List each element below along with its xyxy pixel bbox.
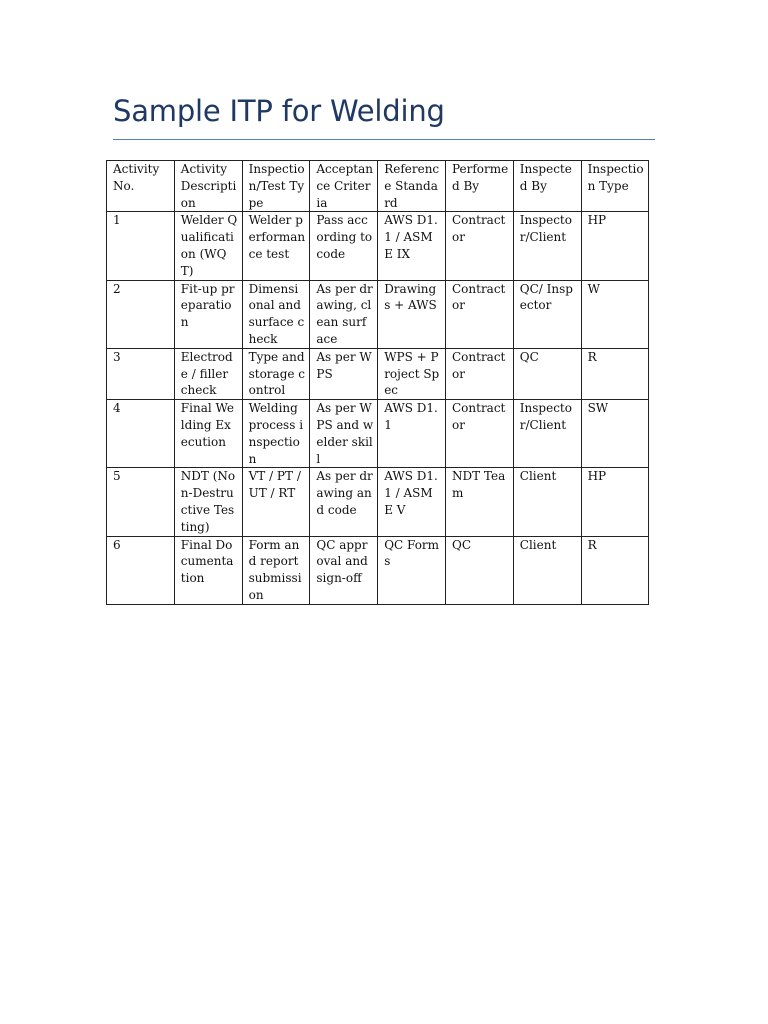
header-cell: Activity Description bbox=[174, 161, 242, 212]
table-cell: AWS D1.1 / ASME V bbox=[378, 468, 446, 536]
table-cell: QC approval and sign-off bbox=[310, 536, 378, 604]
table-cell: Inspector/Client bbox=[513, 212, 581, 280]
table-cell: QC bbox=[513, 348, 581, 399]
table-cell: Type and storage control bbox=[242, 348, 310, 399]
table-cell: 4 bbox=[107, 400, 175, 468]
table-cell: HP bbox=[581, 468, 649, 536]
title-underline bbox=[113, 139, 655, 140]
table-cell: 1 bbox=[107, 212, 175, 280]
table-cell: Client bbox=[513, 536, 581, 604]
header-cell: Acceptance Criteria bbox=[310, 161, 378, 212]
table-cell: QC/ Inspector bbox=[513, 280, 581, 348]
table-cell: As per drawing and code bbox=[310, 468, 378, 536]
table-cell: Form and report submission bbox=[242, 536, 310, 604]
header-cell: Inspection Type bbox=[581, 161, 649, 212]
table-cell: Electrode / filler check bbox=[174, 348, 242, 399]
table-cell: Final Documentation bbox=[174, 536, 242, 604]
table-cell: NDT (Non-Destructive Testing) bbox=[174, 468, 242, 536]
table-cell: Dimensional and surface check bbox=[242, 280, 310, 348]
header-cell: Activity No. bbox=[107, 161, 175, 212]
header-cell: Reference Standard bbox=[378, 161, 446, 212]
table-cell: AWS D1.1 / ASME IX bbox=[378, 212, 446, 280]
table-cell: 6 bbox=[107, 536, 175, 604]
table-row bbox=[107, 400, 649, 468]
table-header-row bbox=[107, 161, 649, 212]
table-cell: Client bbox=[513, 468, 581, 536]
itp-table bbox=[106, 160, 649, 605]
table-cell: 3 bbox=[107, 348, 175, 399]
table-row bbox=[107, 212, 649, 280]
header-cell: Inspection/Test Type bbox=[242, 161, 310, 212]
table-cell: VT / PT / UT / RT bbox=[242, 468, 310, 536]
table-cell: QC bbox=[445, 536, 513, 604]
table-cell: W bbox=[581, 280, 649, 348]
table-cell: 5 bbox=[107, 468, 175, 536]
header-cell: Inspected By bbox=[513, 161, 581, 212]
table-cell: As per WPS and welder skill bbox=[310, 400, 378, 468]
table-cell: NDT Team bbox=[445, 468, 513, 536]
table-cell: Welding process inspection bbox=[242, 400, 310, 468]
table-cell: Welder performance test bbox=[242, 212, 310, 280]
table-cell: Welder Qualification (WQT) bbox=[174, 212, 242, 280]
table-cell: Inspector/Client bbox=[513, 400, 581, 468]
table-cell: Contractor bbox=[445, 280, 513, 348]
table-cell: Fit-up preparation bbox=[174, 280, 242, 348]
table-cell: Contractor bbox=[445, 348, 513, 399]
table-row bbox=[107, 280, 649, 348]
table-cell: Final Welding Execution bbox=[174, 400, 242, 468]
table-cell: As per drawing, clean surface bbox=[310, 280, 378, 348]
page-title: Sample ITP for Welding bbox=[113, 94, 445, 128]
table-cell: As per WPS bbox=[310, 348, 378, 399]
table-cell: 2 bbox=[107, 280, 175, 348]
table-cell: SW bbox=[581, 400, 649, 468]
table-row bbox=[107, 468, 649, 536]
table-cell: AWS D1.1 bbox=[378, 400, 446, 468]
table-cell: WPS + Project Spec bbox=[378, 348, 446, 399]
table-cell: R bbox=[581, 348, 649, 399]
table-row bbox=[107, 348, 649, 399]
table-cell: QC Forms bbox=[378, 536, 446, 604]
table-cell: Contractor bbox=[445, 400, 513, 468]
table-cell: Pass according to code bbox=[310, 212, 378, 280]
table-cell: Drawings + AWS bbox=[378, 280, 446, 348]
table-cell: HP bbox=[581, 212, 649, 280]
table-cell: R bbox=[581, 536, 649, 604]
table-row bbox=[107, 536, 649, 604]
table-cell: Contractor bbox=[445, 212, 513, 280]
header-cell: Performed By bbox=[445, 161, 513, 212]
